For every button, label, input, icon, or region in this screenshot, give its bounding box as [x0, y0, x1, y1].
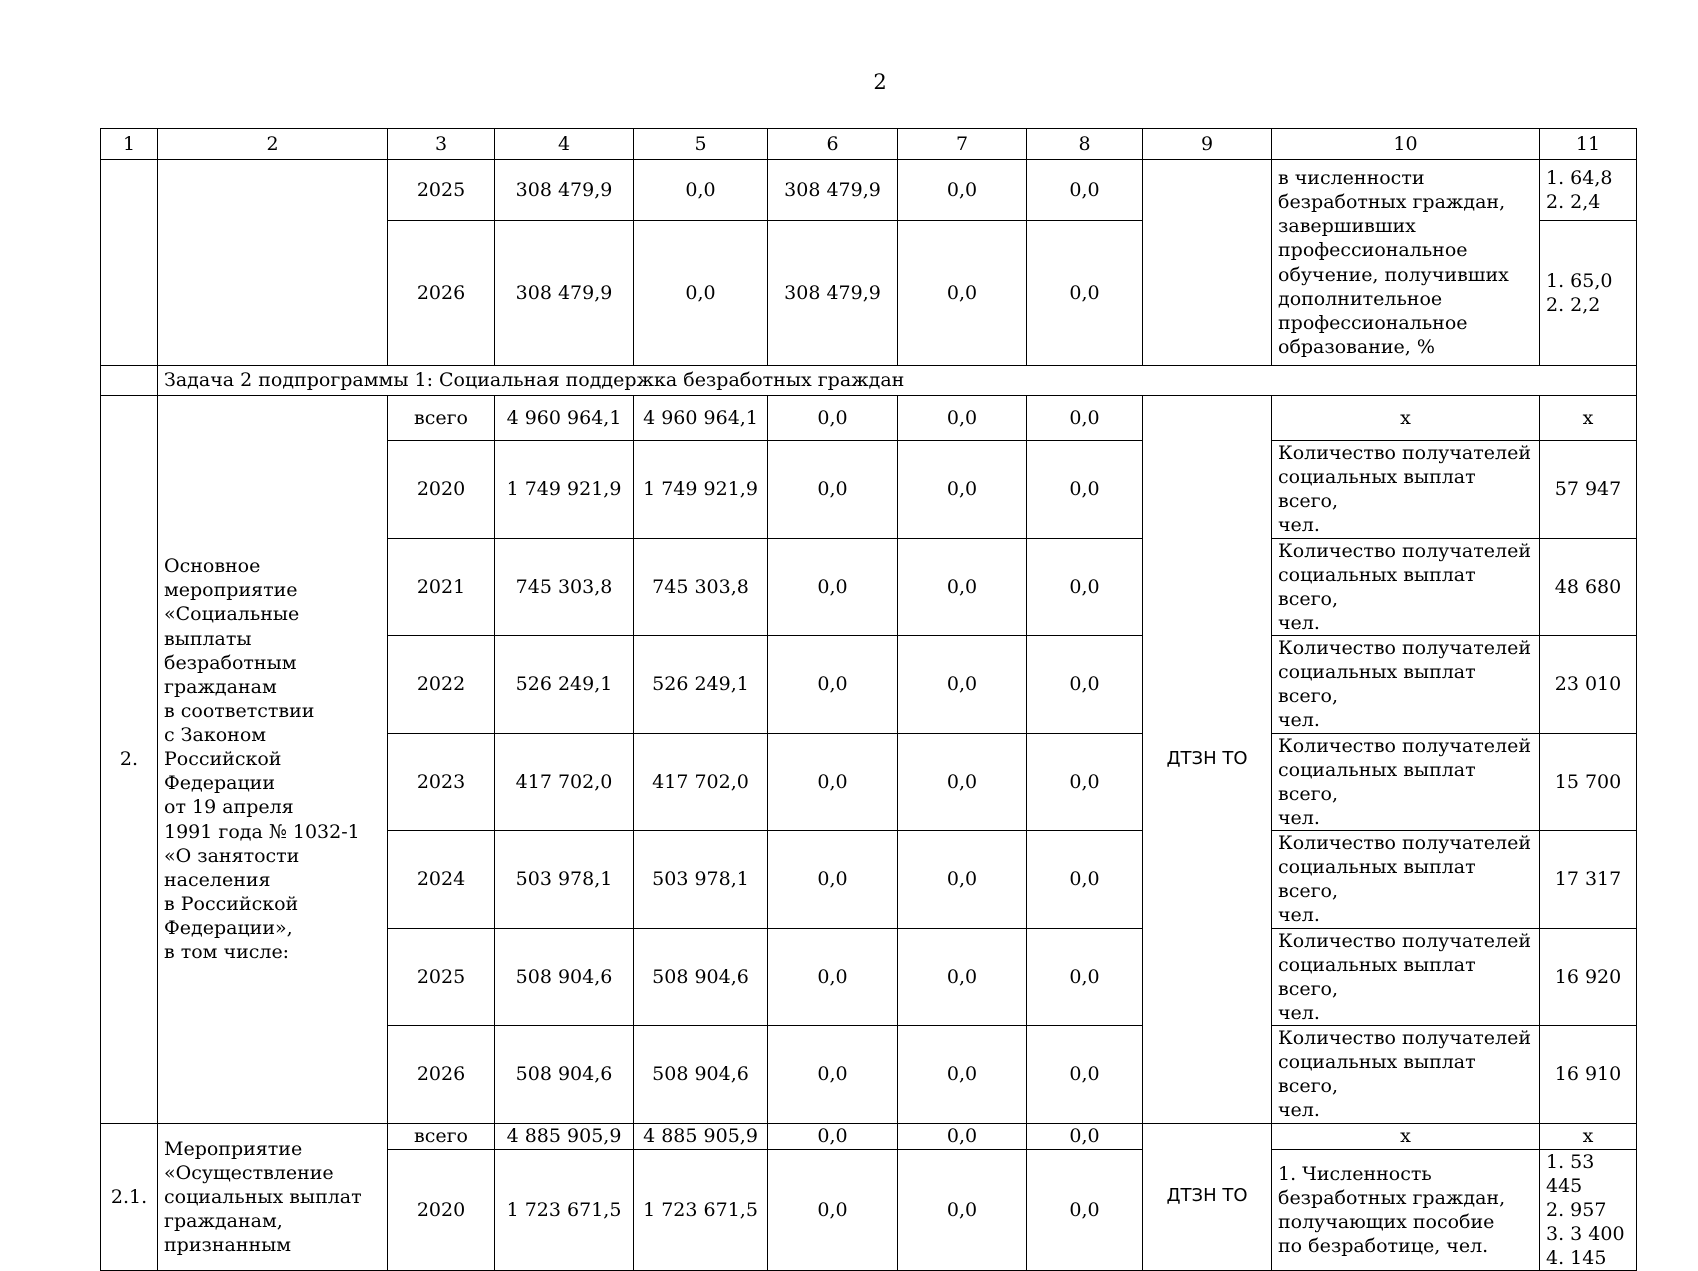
amount-cell: 0,0 [898, 636, 1027, 734]
amount-cell: 1 749 921,9 [495, 441, 634, 539]
indicator-value-cell: х [1540, 396, 1637, 441]
amount-cell: 526 249,1 [495, 636, 634, 734]
task-title: Задача 2 подпрограммы 1: Социальная поддержка безработных граждан [158, 366, 1637, 396]
year-cell: 2024 [388, 831, 495, 929]
indicator-cell: Количество получателей социальных выплат всего, чел. [1272, 1026, 1540, 1124]
amount-cell: 0,0 [1027, 1123, 1143, 1149]
amount-cell: 0,0 [898, 1026, 1027, 1124]
amount-cell: 1 749 921,9 [634, 441, 768, 539]
amount-cell: 0,0 [898, 831, 1027, 929]
column-header: 6 [768, 129, 898, 160]
indicator-cell: Количество получателей социальных выплат всего, чел. [1272, 733, 1540, 831]
column-header: 11 [1540, 129, 1637, 160]
amount-cell: 417 702,0 [634, 733, 768, 831]
indicator-cell: Количество получателей социальных выплат всего, чел. [1272, 636, 1540, 734]
column-header: 4 [495, 129, 634, 160]
amount-cell: 0,0 [1027, 538, 1143, 636]
indicator-value-cell: 16 920 [1540, 928, 1637, 1026]
amount-cell: 0,0 [898, 928, 1027, 1026]
amount-cell: 308 479,9 [495, 160, 634, 221]
amount-cell: 308 479,9 [495, 221, 634, 366]
amount-cell: 417 702,0 [495, 733, 634, 831]
indicator-value-cell: х [1540, 1123, 1637, 1149]
amount-cell: 4 885 905,9 [495, 1123, 634, 1149]
amount-cell: 508 904,6 [634, 928, 768, 1026]
amount-cell: 0,0 [768, 928, 898, 1026]
amount-cell: 0,0 [898, 1149, 1027, 1271]
amount-cell: 0,0 [898, 538, 1027, 636]
amount-cell: 0,0 [768, 733, 898, 831]
column-header: 5 [634, 129, 768, 160]
amount-cell: 4 885 905,9 [634, 1123, 768, 1149]
amount-cell: 0,0 [634, 160, 768, 221]
indicator-value-cell: 15 700 [1540, 733, 1637, 831]
year-cell: 2026 [388, 1026, 495, 1124]
indicator-cell: Количество получателей социальных выплат всего, чел. [1272, 538, 1540, 636]
amount-cell: 0,0 [1027, 733, 1143, 831]
indicator-value-cell: 57 947 [1540, 441, 1637, 539]
indicator-cell: 1. Численность безработных граждан, получающих пособие по безработице, чел. [1272, 1149, 1540, 1271]
amount-cell: 4 960 964,1 [634, 396, 768, 441]
indicator-value-cell: 1. 64,8 2. 2,4 [1540, 160, 1637, 221]
table-row [101, 160, 1637, 221]
item-name-cell: Мероприятие «Осуществление социальных выплат гражданам, признанным [158, 1123, 388, 1271]
amount-cell: 4 960 964,1 [495, 396, 634, 441]
year-cell: всего [388, 1123, 495, 1149]
year-cell: 2023 [388, 733, 495, 831]
amount-cell: 0,0 [1027, 1026, 1143, 1124]
year-cell: 2021 [388, 538, 495, 636]
year-cell: 2025 [388, 160, 495, 221]
indicator-value-cell: 23 010 [1540, 636, 1637, 734]
year-cell: 2020 [388, 1149, 495, 1271]
column-header: 10 [1272, 129, 1540, 160]
amount-cell: 0,0 [768, 831, 898, 929]
amount-cell: 1 723 671,5 [495, 1149, 634, 1271]
amount-cell: 308 479,9 [768, 160, 898, 221]
executor-cell: ДТЗН ТО [1143, 1123, 1272, 1271]
table-row [101, 396, 1637, 441]
amount-cell: 1 723 671,5 [634, 1149, 768, 1271]
indicator-cell: х [1272, 1123, 1540, 1149]
indicator-cell: Количество получателей социальных выплат всего, чел. [1272, 831, 1540, 929]
item-number-cell: 2. [101, 396, 158, 1124]
amount-cell: 508 904,6 [495, 928, 634, 1026]
amount-cell: 0,0 [1027, 636, 1143, 734]
amount-cell: 0,0 [1027, 160, 1143, 221]
amount-cell: 0,0 [898, 160, 1027, 221]
year-cell: 2022 [388, 636, 495, 734]
amount-cell: 0,0 [768, 1123, 898, 1149]
indicator-cell: Количество получателей социальных выплат всего, чел. [1272, 441, 1540, 539]
amount-cell: 508 904,6 [495, 1026, 634, 1124]
amount-cell: 508 904,6 [634, 1026, 768, 1124]
indicator-value-cell: 1. 53 445 2. 957 3. 3 400 4. 145 [1540, 1149, 1637, 1271]
amount-cell: 0,0 [634, 221, 768, 366]
amount-cell: 745 303,8 [495, 538, 634, 636]
indicator-cell: х [1272, 396, 1540, 441]
amount-cell: 0,0 [768, 636, 898, 734]
item-name-cell: Основное мероприятие «Социальные выплаты безработным гражданам в соответствии с Законом Российской Федерации от 19 апреля 1991 года № 1032-1 «О занятости населения в Российской Федерации», в том числе: [158, 396, 388, 1124]
indicator-value-cell: 48 680 [1540, 538, 1637, 636]
year-cell: 2026 [388, 221, 495, 366]
column-header: 2 [158, 129, 388, 160]
column-header: 3 [388, 129, 495, 160]
column-header: 7 [898, 129, 1027, 160]
indicator-value-cell: 1. 65,0 2. 2,2 [1540, 221, 1637, 366]
amount-cell: 308 479,9 [768, 221, 898, 366]
amount-cell: 0,0 [1027, 221, 1143, 366]
amount-cell: 0,0 [898, 221, 1027, 366]
amount-cell: 0,0 [898, 396, 1027, 441]
amount-cell: 0,0 [1027, 441, 1143, 539]
amount-cell: 0,0 [1027, 1149, 1143, 1271]
amount-cell: 0,0 [768, 1026, 898, 1124]
amount-cell: 745 303,8 [634, 538, 768, 636]
amount-cell: 0,0 [768, 1149, 898, 1271]
item-number-cell: 2.1. [101, 1123, 158, 1271]
amount-cell: 0,0 [768, 441, 898, 539]
item-number-cell [101, 366, 158, 396]
page-number: 2 [873, 70, 887, 94]
amount-cell: 0,0 [768, 538, 898, 636]
column-header: 8 [1027, 129, 1143, 160]
executor-cell: ДТЗН ТО [1143, 396, 1272, 1124]
item-number-cell [101, 160, 158, 366]
year-cell: всего [388, 396, 495, 441]
amount-cell: 0,0 [898, 1123, 1027, 1149]
amount-cell: 0,0 [768, 396, 898, 441]
indicator-cell: в численности безработных граждан, завершивших профессиональное обучение, получивших дополнительное профессиональное образование, % [1272, 160, 1540, 366]
task-row [101, 366, 1637, 396]
column-header: 1 [101, 129, 158, 160]
amount-cell: 503 978,1 [495, 831, 634, 929]
indicator-cell: Количество получателей социальных выплат всего, чел. [1272, 928, 1540, 1026]
amount-cell: 0,0 [1027, 831, 1143, 929]
indicator-value-cell: 16 910 [1540, 1026, 1637, 1124]
column-header: 9 [1143, 129, 1272, 160]
amount-cell: 0,0 [1027, 928, 1143, 1026]
amount-cell: 0,0 [898, 441, 1027, 539]
table-row [101, 1123, 1637, 1149]
amount-cell: 0,0 [1027, 396, 1143, 441]
item-name-cell [158, 160, 388, 366]
amount-cell: 526 249,1 [634, 636, 768, 734]
indicator-value-cell: 17 317 [1540, 831, 1637, 929]
program-table [100, 128, 1637, 1271]
amount-cell: 503 978,1 [634, 831, 768, 929]
executor-cell [1143, 160, 1272, 366]
column-number-row [101, 129, 1637, 160]
year-cell: 2020 [388, 441, 495, 539]
amount-cell: 0,0 [898, 733, 1027, 831]
year-cell: 2025 [388, 928, 495, 1026]
